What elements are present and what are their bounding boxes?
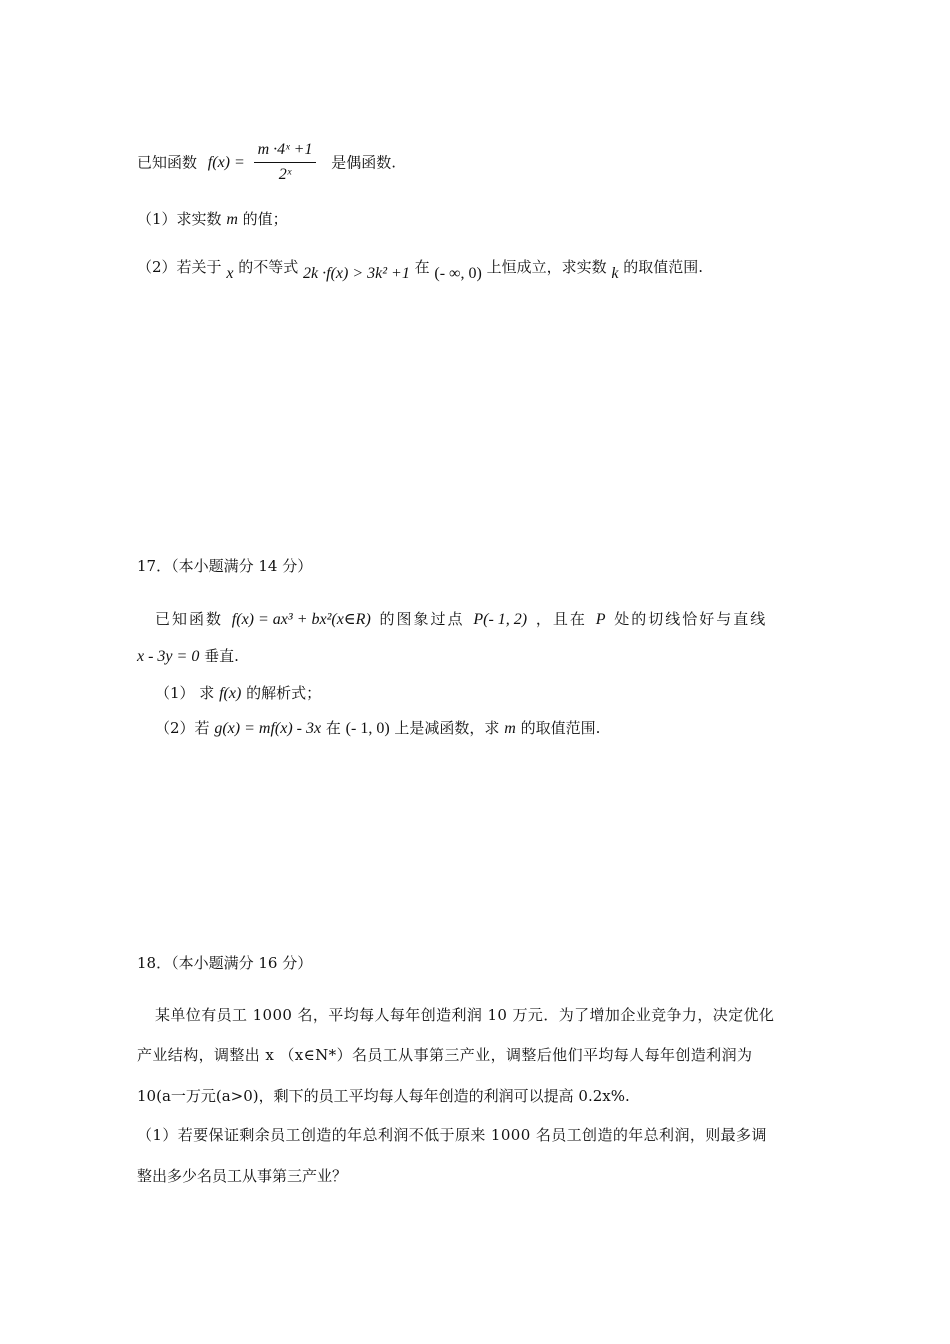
p16-q2-ineq: 2k ·f(x) > 3k² +1 [303, 265, 410, 282]
p16-frac-denominator: 2ˣ [278, 166, 292, 183]
p16-q2-c: 在 [414, 258, 430, 276]
p16-intro [137, 140, 396, 185]
p16-q2-d: 上恒成立，求实数 [486, 258, 607, 276]
p18-line5: 整出多少名员工从事第三产业？ [137, 1167, 348, 1185]
p16-q1-prefix: （1）求实数 [137, 210, 222, 228]
p17-l1-a: 已知函数 [155, 610, 224, 628]
p16-q2-e: 的取值范围. [623, 258, 704, 276]
p17-l1-c: ，且在 [535, 610, 587, 628]
p17-q2-int: (- 1, 0) [345, 720, 390, 737]
p16-q2-b: 的不等式 [238, 258, 299, 276]
p16-q2-k: k [611, 265, 619, 282]
p17-q1-b: 的解析式； [246, 684, 322, 702]
p16-q2-a: （2）若关于 [137, 258, 222, 276]
p17-header: 17．（本小题满分 14 分） [137, 557, 313, 575]
p17-q2-b: 在 [325, 719, 341, 737]
p16-fraction [254, 140, 317, 185]
p17-l1-p2: P [595, 611, 606, 628]
p18-line4: （1）若要保证剩余员工创造的年总利润不低于原来 1000 名员工创造的年总利润，则最多调 [137, 1126, 767, 1144]
p17-q2-c: 上是减函数，求 [394, 719, 500, 737]
p17-q2-m: m [504, 720, 516, 737]
p18-line3: 10(a一万元(a>0)，剩下的员工平均每人每年创造的利润可以提高 0.2x%. [137, 1087, 630, 1105]
p17-q1 [155, 682, 321, 705]
p17-q2-d: 的取值范围. [520, 719, 601, 737]
p16-q2 [137, 256, 704, 282]
p16-frac-numerator: m ·4ˣ +1 [254, 140, 317, 163]
p17-q1-f: f(x) [219, 685, 242, 702]
p17-q1-a: （1） 求 [155, 684, 215, 702]
p16-q1 [137, 208, 288, 231]
p16-intro-suffix: 是偶函数. [331, 153, 397, 172]
p17-q2 [155, 717, 600, 740]
p17-q2-a: （2）若 [155, 719, 210, 737]
p16-intro-prefix: 已知函数 [137, 153, 198, 172]
p16-fx: f(x) = [207, 153, 245, 171]
p17-l1-p: P(- 1, 2) [473, 611, 528, 628]
p16-q1-var: m [226, 211, 238, 228]
p17-l1-d: 处的切线恰好与直线 [614, 610, 768, 628]
p17-l2-eq: x - 3y = 0 [137, 648, 200, 665]
p18-line1: 某单位有员工 1000 名，平均每人每年创造利润 10 万元．为了增加企业竞争力，决定优化 [155, 1006, 775, 1024]
p18-header: 18．（本小题满分 16 分） [137, 954, 313, 972]
p17-l1-f: f(x) = ax³ + bx²(x∈R) [231, 611, 371, 628]
p16-q2-interval: (- ∞, 0) [434, 265, 482, 282]
p18-line2: 产业结构，调整出 x （x∈N*）名员工从事第三产业，调整后他们平均每人每年创造利润为 [137, 1046, 753, 1064]
p17-l1-b: 的图象过点 [379, 610, 465, 628]
p17-l2-b: 垂直. [204, 647, 239, 665]
p16-q2-x: x [226, 265, 234, 282]
p16-q1-suffix: 的值； [242, 210, 288, 228]
p17-line2 [137, 645, 239, 668]
p17-line1 [155, 608, 767, 631]
p17-q2-g: g(x) = mf(x) - 3x [214, 720, 322, 737]
